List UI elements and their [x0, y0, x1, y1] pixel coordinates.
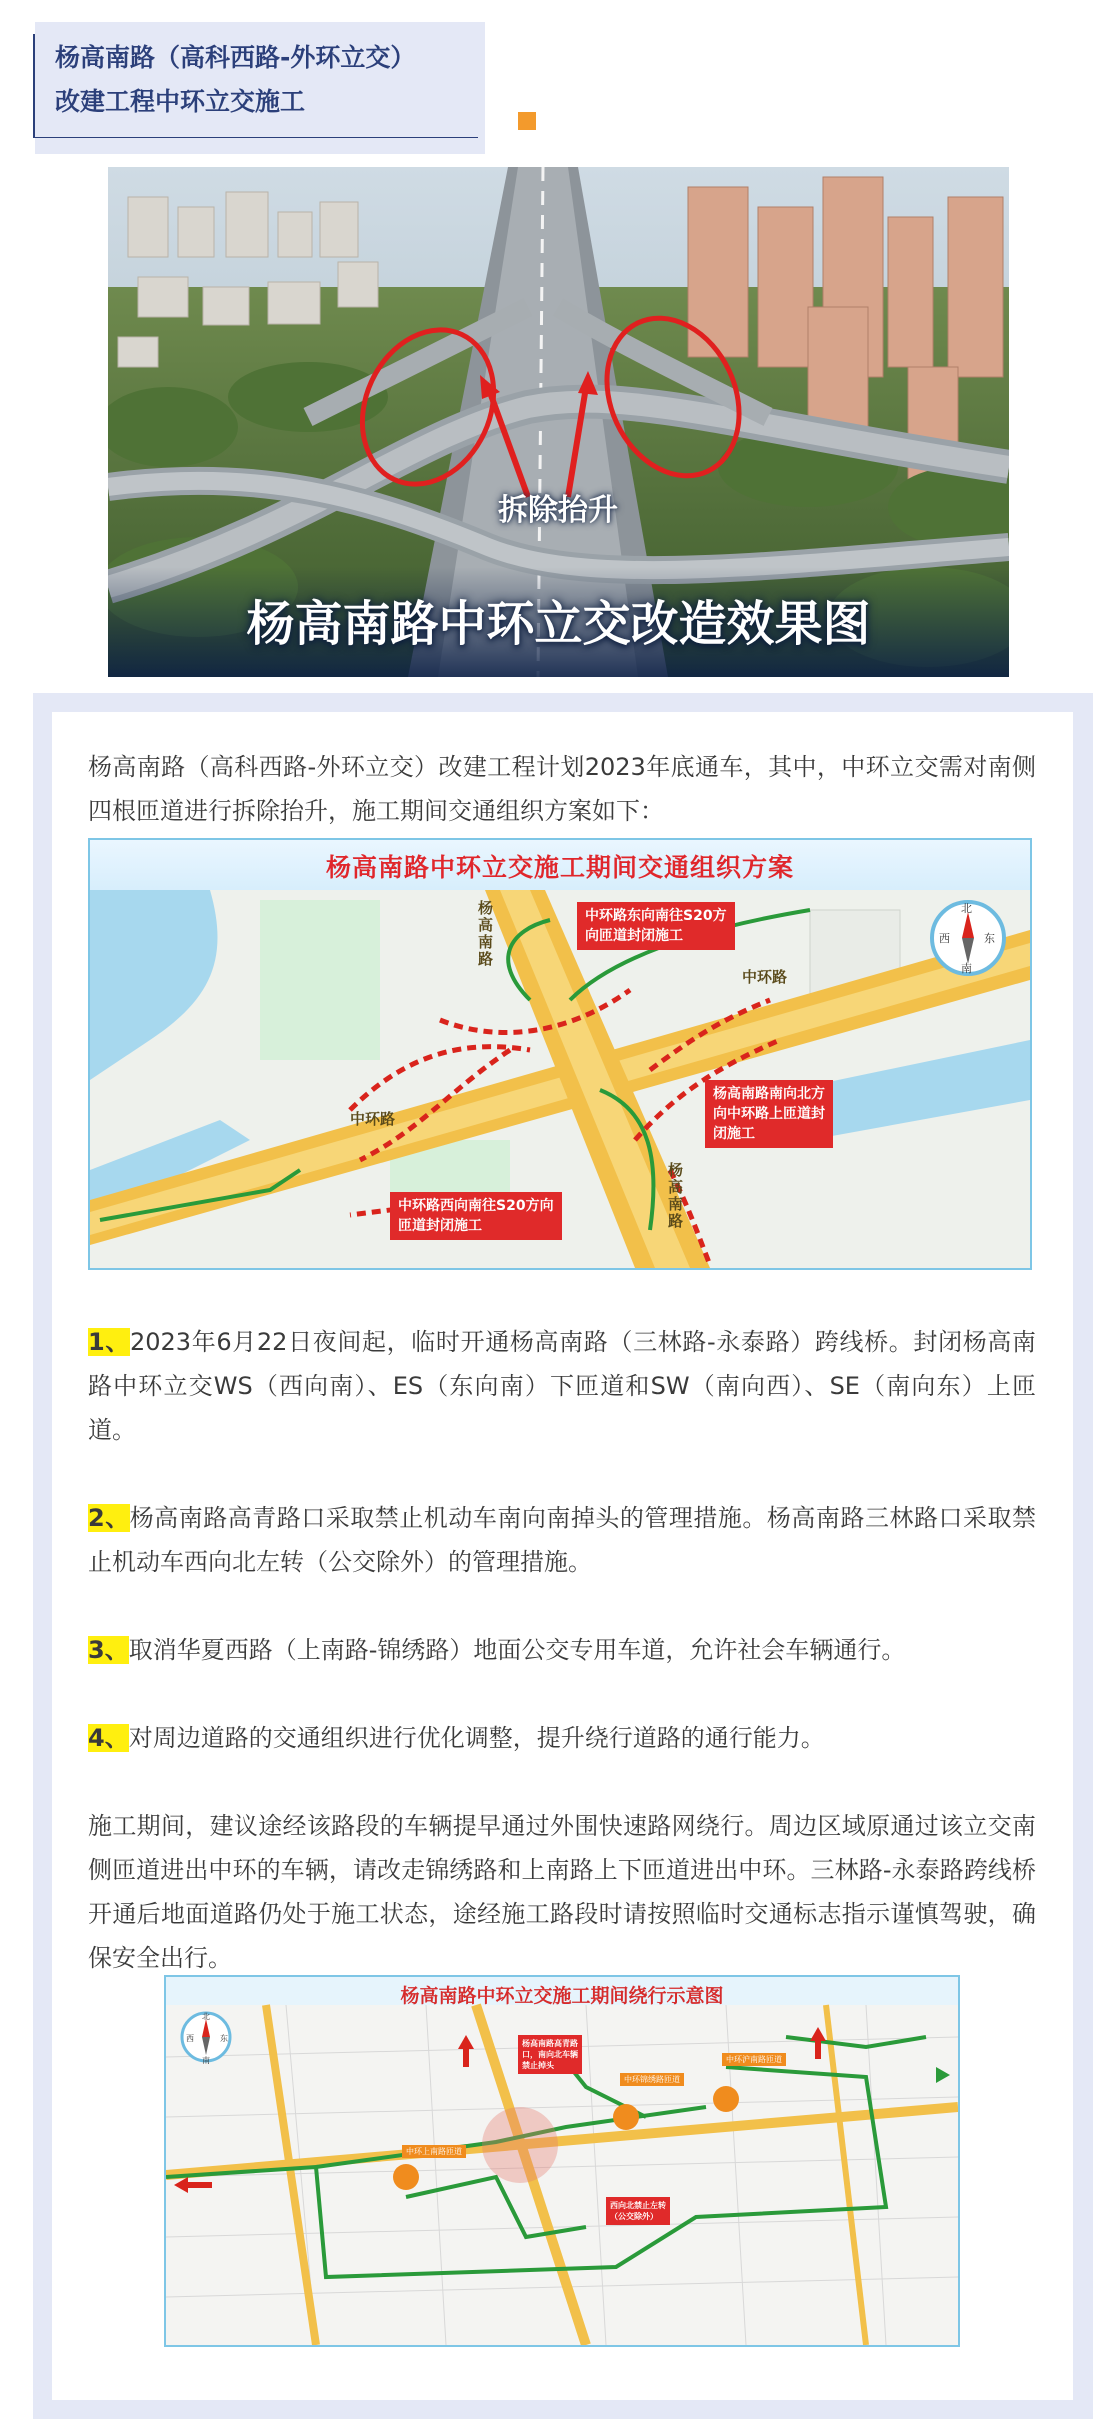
hero-caption: 杨高南路中环立交改造效果图 — [246, 596, 871, 652]
map2-tag-jinxiu: 中环锦绣路匝道 — [620, 2073, 684, 2086]
map1-title: 杨高南路中环立交施工期间交通组织方案 — [325, 853, 794, 882]
map2-tag-shangnan: 中环上南路匝道 — [402, 2145, 466, 2158]
map2-compass-north: 北 — [202, 2012, 210, 2021]
map1-callout-east-south-ramp: 中环路东向南往S20方 向匝道封闭施工 — [577, 902, 735, 950]
item-2-text: 杨高南路高青路口采取禁止机动车南向南掉头的管理措施。杨高南路三林路口采取禁止机动车西向北左转（公交除外）的管理措施。 — [88, 1504, 1036, 1576]
map2-callout-left-turn: 西向北禁止左转 （公交除外） — [606, 2197, 670, 2225]
intro-paragraph: 杨高南路（高科西路-外环立交）改建工程计划2023年底通车，其中，中环立交需对南侧四根匝道进行拆除抬升，施工期间交通组织方案如下： — [88, 753, 1036, 825]
item-3 — [88, 1628, 1036, 1672]
hero-rendering-image — [108, 167, 1009, 677]
item-3-text: 取消华夏西路（上南路-锦绣路）地面公交专用车道，允许社会车辆通行。 — [128, 1636, 906, 1664]
road-label-yanggao-north: 杨高南路 — [478, 899, 494, 968]
item-2 — [88, 1496, 1036, 1584]
detour-map-graphic — [166, 1977, 958, 2345]
road-label-zhonghuan-east: 中环路 — [742, 968, 788, 986]
closing-paragraph: 施工期间，建议途经该路段的车辆提早通过外围快速路网绕行。周边区域原通过该立交南侧匝道进出中环的车辆，请改走锦绣路和上南路上下匝道进出中环。三林路-永泰路跨线桥开通后地面道路仍处于施工状态，途经施工路段时请按照临时交通标志指示谨慎驾驶，确保安全出行。 — [88, 1812, 1036, 1972]
compass-west: 西 — [939, 932, 950, 945]
hero-annotation: 拆除抬升 — [498, 493, 618, 528]
map2-callout-uturn: 杨高南路高青路 口，南向北车辆 禁止掉头 — [518, 2035, 582, 2074]
map2-tag-hunan: 中环沪南路匝道 — [722, 2053, 786, 2066]
road-label-yanggao-south: 杨高南路 — [668, 1161, 684, 1230]
map1-callout-north-ramp: 杨高南路南向北方 向中环路上匝道封 闭施工 — [705, 1080, 833, 1148]
map2-compass-east: 东 — [220, 2034, 228, 2043]
map2-compass-south: 南 — [202, 2056, 210, 2065]
item-4 — [88, 1716, 1036, 1760]
item-4-text: 对周边道路的交通组织进行优化调整，提升绕行道路的通行能力。 — [128, 1724, 825, 1752]
header-accent-line — [33, 34, 35, 138]
detour-map — [164, 1975, 960, 2347]
traffic-plan-map — [88, 838, 1032, 1270]
compass-east: 东 — [984, 932, 995, 945]
map2-compass-west: 西 — [186, 2034, 194, 2043]
item-4-number: 4、 — [88, 1724, 129, 1752]
page-title: 杨高南路（高科西路-外环立交） 改建工程中环立交施工 — [55, 43, 416, 116]
header-box — [35, 22, 485, 154]
compass-north: 北 — [961, 902, 972, 915]
item-1 — [88, 1320, 1036, 1452]
header-underline — [33, 137, 478, 138]
compass-south: 南 — [961, 962, 972, 975]
road-label-zhonghuan-west: 中环路 — [350, 1110, 396, 1128]
decorative-orange-square — [518, 112, 536, 130]
map2-title: 杨高南路中环立交施工期间绕行示意图 — [400, 1985, 724, 2007]
item-3-number: 3、 — [88, 1636, 129, 1664]
map1-callout-west-south-ramp: 中环路西向南往S20方向 匝道封闭施工 — [390, 1192, 562, 1240]
item-2-number: 2、 — [88, 1504, 130, 1532]
item-1-text: 2023年6月22日夜间起，临时开通杨高南路（三林路-永泰路）跨线桥。封闭杨高南路中环立交WS（西向南）、ES（东向南）下匝道和SW（南向西）、SE（南向东）上匝道。 — [88, 1328, 1036, 1444]
item-1-number: 1、 — [88, 1328, 130, 1356]
